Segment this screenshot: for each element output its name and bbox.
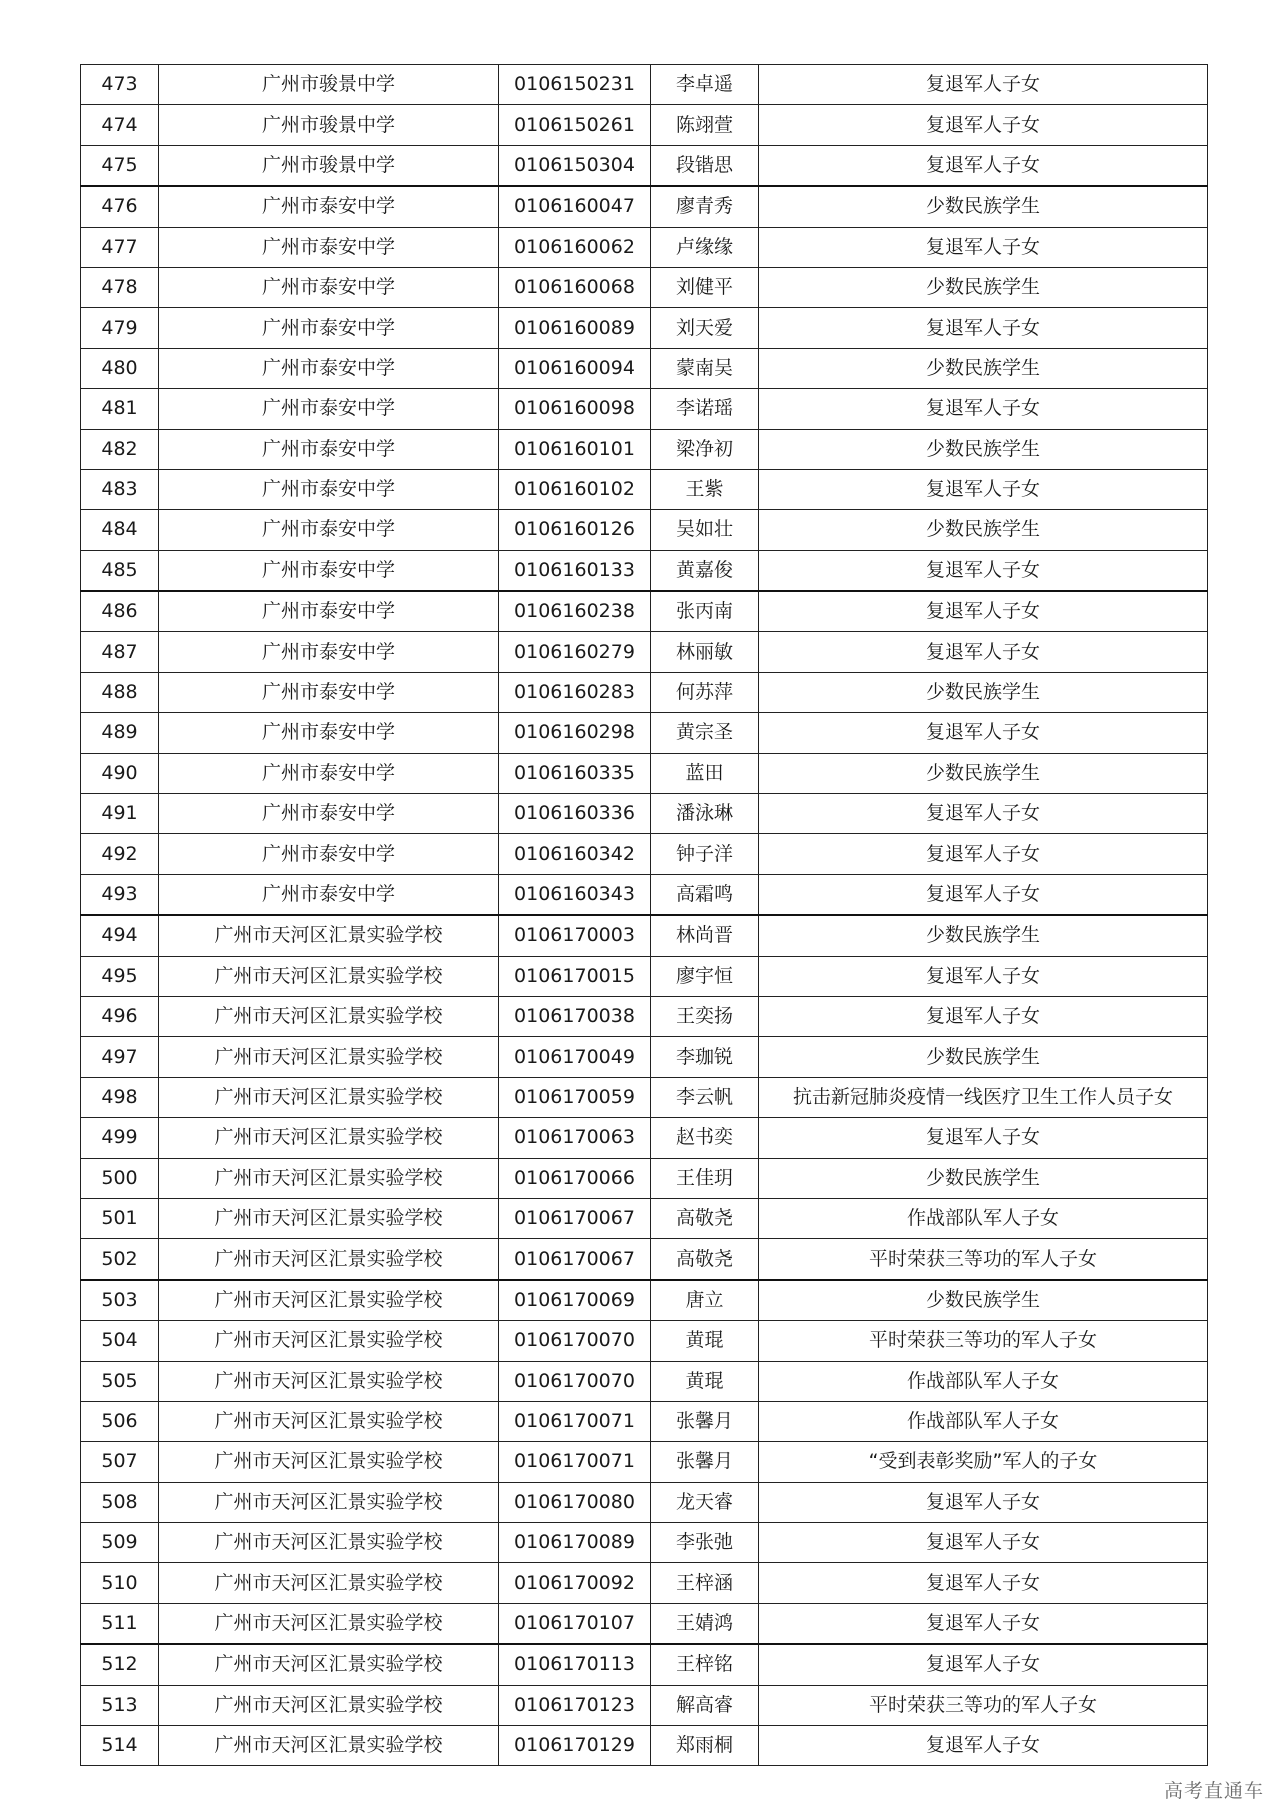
bonus-category: 复退军人子女 <box>759 1603 1208 1644</box>
table-row <box>81 591 1208 632</box>
school-name: 广州市天河区汇景实验学校 <box>159 915 499 956</box>
student-name: 段锴思 <box>651 145 759 186</box>
exam-number: 0106170069 <box>499 1280 651 1321</box>
row-index: 510 <box>81 1563 159 1603</box>
table-row <box>81 550 1208 591</box>
student-name: 李云帆 <box>651 1077 759 1117</box>
exam-number: 0106170003 <box>499 915 651 956</box>
exam-number: 0106170089 <box>499 1523 651 1563</box>
row-index: 507 <box>81 1442 159 1482</box>
exam-number: 0106170015 <box>499 956 651 996</box>
row-index: 498 <box>81 1077 159 1117</box>
student-name: 黄琨 <box>651 1361 759 1401</box>
school-name: 广州市天河区汇景实验学校 <box>159 1482 499 1522</box>
exam-number: 0106160298 <box>499 713 651 753</box>
student-name: 高敬尧 <box>651 1239 759 1280</box>
roster-body <box>81 65 1208 1766</box>
row-index: 503 <box>81 1280 159 1321</box>
bonus-category: 复退军人子女 <box>759 1563 1208 1603</box>
student-name: 王紫 <box>651 469 759 509</box>
exam-number: 0106170070 <box>499 1321 651 1361</box>
bonus-category: 复退军人子女 <box>759 632 1208 672</box>
row-index: 476 <box>81 186 159 227</box>
student-name: 李珈锐 <box>651 1037 759 1077</box>
table-row <box>81 1603 1208 1644</box>
row-index: 487 <box>81 632 159 672</box>
table-row <box>81 1361 1208 1401</box>
row-index: 504 <box>81 1321 159 1361</box>
table-row <box>81 1118 1208 1158</box>
school-name: 广州市骏景中学 <box>159 65 499 105</box>
student-name: 廖青秀 <box>651 186 759 227</box>
student-name: 林丽敏 <box>651 632 759 672</box>
school-name: 广州市泰安中学 <box>159 753 499 793</box>
bonus-category: 复退军人子女 <box>759 550 1208 591</box>
bonus-category: 少数民族学生 <box>759 267 1208 307</box>
student-name: 张馨月 <box>651 1442 759 1482</box>
bonus-category: 复退军人子女 <box>759 956 1208 996</box>
student-name: 卢缘缘 <box>651 227 759 267</box>
school-name: 广州市泰安中学 <box>159 834 499 874</box>
school-name: 广州市天河区汇景实验学校 <box>159 996 499 1036</box>
exam-number: 0106150231 <box>499 65 651 105</box>
table-row <box>81 1726 1208 1766</box>
student-name: 刘健平 <box>651 267 759 307</box>
school-name: 广州市天河区汇景实验学校 <box>159 1563 499 1603</box>
row-index: 484 <box>81 510 159 550</box>
bonus-category: 复退军人子女 <box>759 389 1208 429</box>
bonus-category: 少数民族学生 <box>759 429 1208 469</box>
table-row <box>81 632 1208 672</box>
student-name: 梁净初 <box>651 429 759 469</box>
student-name: 吴如壮 <box>651 510 759 550</box>
student-name: 蓝田 <box>651 753 759 793</box>
student-name: 何苏萍 <box>651 672 759 712</box>
table-row <box>81 834 1208 874</box>
exam-number: 0106160062 <box>499 227 651 267</box>
table-row <box>81 389 1208 429</box>
school-name: 广州市骏景中学 <box>159 105 499 145</box>
table-row <box>81 956 1208 996</box>
school-name: 广州市天河区汇景实验学校 <box>159 1239 499 1280</box>
student-name: 龙天睿 <box>651 1482 759 1522</box>
school-name: 广州市泰安中学 <box>159 550 499 591</box>
table-row <box>81 1442 1208 1482</box>
exam-number: 0106160068 <box>499 267 651 307</box>
exam-number: 0106170038 <box>499 996 651 1036</box>
bonus-category: 复退军人子女 <box>759 1726 1208 1766</box>
student-name: 黄琨 <box>651 1321 759 1361</box>
student-name: 王梓铭 <box>651 1644 759 1685</box>
row-index: 473 <box>81 65 159 105</box>
bonus-category: 少数民族学生 <box>759 1280 1208 1321</box>
school-name: 广州市天河区汇景实验学校 <box>159 1361 499 1401</box>
school-name: 广州市天河区汇景实验学校 <box>159 1401 499 1441</box>
bonus-category: 平时荣获三等功的军人子女 <box>759 1239 1208 1280</box>
table-row <box>81 1563 1208 1603</box>
school-name: 广州市泰安中学 <box>159 469 499 509</box>
exam-number: 0106170071 <box>499 1442 651 1482</box>
bonus-category: 少数民族学生 <box>759 510 1208 550</box>
table-row <box>81 267 1208 307</box>
table-row <box>81 227 1208 267</box>
school-name: 广州市天河区汇景实验学校 <box>159 1685 499 1725</box>
table-row <box>81 348 1208 388</box>
student-name: 林尚晋 <box>651 915 759 956</box>
school-name: 广州市泰安中学 <box>159 267 499 307</box>
row-index: 485 <box>81 550 159 591</box>
exam-number: 0106170070 <box>499 1361 651 1401</box>
row-index: 502 <box>81 1239 159 1280</box>
bonus-category: 少数民族学生 <box>759 672 1208 712</box>
table-row <box>81 915 1208 956</box>
bonus-category: 平时荣获三等功的军人子女 <box>759 1685 1208 1725</box>
row-index: 499 <box>81 1118 159 1158</box>
school-name: 广州市泰安中学 <box>159 308 499 348</box>
table-row <box>81 713 1208 753</box>
bonus-category: 复退军人子女 <box>759 1118 1208 1158</box>
table-row <box>81 672 1208 712</box>
table-row <box>81 429 1208 469</box>
row-index: 489 <box>81 713 159 753</box>
student-name: 王婧鸿 <box>651 1603 759 1644</box>
table-row <box>81 1280 1208 1321</box>
row-index: 501 <box>81 1198 159 1238</box>
student-name: 李诺瑶 <box>651 389 759 429</box>
table-row <box>81 1482 1208 1522</box>
student-name: 张丙南 <box>651 591 759 632</box>
bonus-category: 复退军人子女 <box>759 1482 1208 1522</box>
bonus-category: 复退军人子女 <box>759 834 1208 874</box>
row-index: 513 <box>81 1685 159 1725</box>
bonus-category: 复退军人子女 <box>759 591 1208 632</box>
school-name: 广州市泰安中学 <box>159 510 499 550</box>
row-index: 514 <box>81 1726 159 1766</box>
bonus-category: 抗击新冠肺炎疫情一线医疗卫生工作人员子女 <box>759 1077 1208 1117</box>
school-name: 广州市天河区汇景实验学校 <box>159 1118 499 1158</box>
bonus-category: 复退军人子女 <box>759 794 1208 834</box>
bonus-category: 复退军人子女 <box>759 145 1208 186</box>
row-index: 511 <box>81 1603 159 1644</box>
exam-number: 0106160098 <box>499 389 651 429</box>
student-name: 廖宇恒 <box>651 956 759 996</box>
exam-number: 0106160133 <box>499 550 651 591</box>
school-name: 广州市泰安中学 <box>159 348 499 388</box>
bonus-category: 复退军人子女 <box>759 713 1208 753</box>
exam-number: 0106160283 <box>499 672 651 712</box>
table-row <box>81 105 1208 145</box>
exam-number: 0106170113 <box>499 1644 651 1685</box>
student-name: 高敬尧 <box>651 1198 759 1238</box>
exam-number: 0106150261 <box>499 105 651 145</box>
school-name: 广州市天河区汇景实验学校 <box>159 1603 499 1644</box>
row-index: 478 <box>81 267 159 307</box>
student-name: 刘天爱 <box>651 308 759 348</box>
school-name: 广州市骏景中学 <box>159 145 499 186</box>
table-row <box>81 1321 1208 1361</box>
exam-number: 0106160279 <box>499 632 651 672</box>
bonus-category: 复退军人子女 <box>759 105 1208 145</box>
student-name: 钟子洋 <box>651 834 759 874</box>
table-row <box>81 1077 1208 1117</box>
school-name: 广州市天河区汇景实验学校 <box>159 1644 499 1685</box>
bonus-category: 少数民族学生 <box>759 1158 1208 1198</box>
row-index: 482 <box>81 429 159 469</box>
school-name: 广州市天河区汇景实验学校 <box>159 1198 499 1238</box>
bonus-category: 复退军人子女 <box>759 227 1208 267</box>
student-name: 解高睿 <box>651 1685 759 1725</box>
student-name: 王梓涵 <box>651 1563 759 1603</box>
student-name: 潘泳琳 <box>651 794 759 834</box>
table-row <box>81 65 1208 105</box>
exam-number: 0106170123 <box>499 1685 651 1725</box>
school-name: 广州市泰安中学 <box>159 591 499 632</box>
bonus-category: 作战部队军人子女 <box>759 1361 1208 1401</box>
bonus-category: 复退军人子女 <box>759 874 1208 915</box>
exam-number: 0106160335 <box>499 753 651 793</box>
student-name: 蒙南吴 <box>651 348 759 388</box>
student-name: 赵书奕 <box>651 1118 759 1158</box>
row-index: 479 <box>81 308 159 348</box>
bonus-category: 复退军人子女 <box>759 1523 1208 1563</box>
table-row <box>81 308 1208 348</box>
exam-number: 0106170066 <box>499 1158 651 1198</box>
roster-table <box>80 64 1208 1766</box>
exam-number: 0106170129 <box>499 1726 651 1766</box>
exam-number: 0106170107 <box>499 1603 651 1644</box>
row-index: 506 <box>81 1401 159 1441</box>
exam-number: 0106160089 <box>499 308 651 348</box>
watermark-text: 高考直通车 <box>1163 1780 1264 1802</box>
table-row <box>81 145 1208 186</box>
student-name: 郑雨桐 <box>651 1726 759 1766</box>
student-name: 李卓遥 <box>651 65 759 105</box>
row-index: 480 <box>81 348 159 388</box>
bonus-category: 复退军人子女 <box>759 469 1208 509</box>
row-index: 477 <box>81 227 159 267</box>
row-index: 500 <box>81 1158 159 1198</box>
school-name: 广州市天河区汇景实验学校 <box>159 1077 499 1117</box>
student-name: 黄嘉俊 <box>651 550 759 591</box>
bonus-category: 少数民族学生 <box>759 753 1208 793</box>
student-name: 王奕扬 <box>651 996 759 1036</box>
exam-number: 0106160126 <box>499 510 651 550</box>
student-name: 黄宗圣 <box>651 713 759 753</box>
exam-number: 0106160342 <box>499 834 651 874</box>
table-row <box>81 753 1208 793</box>
row-index: 475 <box>81 145 159 186</box>
student-name: 陈翊萱 <box>651 105 759 145</box>
school-name: 广州市天河区汇景实验学校 <box>159 1442 499 1482</box>
school-name: 广州市泰安中学 <box>159 794 499 834</box>
exam-number: 0106170092 <box>499 1563 651 1603</box>
row-index: 509 <box>81 1523 159 1563</box>
row-index: 492 <box>81 834 159 874</box>
exam-number: 0106170049 <box>499 1037 651 1077</box>
row-index: 474 <box>81 105 159 145</box>
bonus-category: 少数民族学生 <box>759 186 1208 227</box>
exam-number: 0106160094 <box>499 348 651 388</box>
row-index: 496 <box>81 996 159 1036</box>
student-name: 高霜鸣 <box>651 874 759 915</box>
table-row <box>81 1685 1208 1725</box>
school-name: 广州市泰安中学 <box>159 672 499 712</box>
exam-number: 0106170063 <box>499 1118 651 1158</box>
exam-number: 0106170080 <box>499 1482 651 1522</box>
row-index: 512 <box>81 1644 159 1685</box>
bonus-category: 作战部队军人子女 <box>759 1198 1208 1238</box>
row-index: 494 <box>81 915 159 956</box>
school-name: 广州市泰安中学 <box>159 429 499 469</box>
table-row <box>81 996 1208 1036</box>
school-name: 广州市天河区汇景实验学校 <box>159 1280 499 1321</box>
school-name: 广州市泰安中学 <box>159 632 499 672</box>
exam-number: 0106160238 <box>499 591 651 632</box>
table-row <box>81 186 1208 227</box>
bonus-category: 复退军人子女 <box>759 1644 1208 1685</box>
table-row <box>81 1158 1208 1198</box>
school-name: 广州市泰安中学 <box>159 227 499 267</box>
bonus-category: 少数民族学生 <box>759 1037 1208 1077</box>
school-name: 广州市泰安中学 <box>159 186 499 227</box>
row-index: 493 <box>81 874 159 915</box>
table-row <box>81 794 1208 834</box>
table-row <box>81 469 1208 509</box>
row-index: 483 <box>81 469 159 509</box>
row-index: 505 <box>81 1361 159 1401</box>
school-name: 广州市泰安中学 <box>159 874 499 915</box>
school-name: 广州市泰安中学 <box>159 713 499 753</box>
row-index: 486 <box>81 591 159 632</box>
row-index: 495 <box>81 956 159 996</box>
student-name: 张馨月 <box>651 1401 759 1441</box>
table-row <box>81 1523 1208 1563</box>
bonus-category: 复退军人子女 <box>759 65 1208 105</box>
exam-number: 0106160101 <box>499 429 651 469</box>
school-name: 广州市泰安中学 <box>159 389 499 429</box>
student-name: 唐立 <box>651 1280 759 1321</box>
table-row <box>81 1239 1208 1280</box>
school-name: 广州市天河区汇景实验学校 <box>159 1726 499 1766</box>
table-row <box>81 874 1208 915</box>
bonus-category: 复退军人子女 <box>759 996 1208 1036</box>
row-index: 497 <box>81 1037 159 1077</box>
student-name: 李张弛 <box>651 1523 759 1563</box>
exam-number: 0106170059 <box>499 1077 651 1117</box>
bonus-category: “受到表彰奖励”军人的子女 <box>759 1442 1208 1482</box>
bonus-category: 少数民族学生 <box>759 348 1208 388</box>
exam-number: 0106150304 <box>499 145 651 186</box>
student-name: 王佳玥 <box>651 1158 759 1198</box>
school-name: 广州市天河区汇景实验学校 <box>159 956 499 996</box>
school-name: 广州市天河区汇景实验学校 <box>159 1523 499 1563</box>
bonus-category: 平时荣获三等功的军人子女 <box>759 1321 1208 1361</box>
exam-number: 0106170071 <box>499 1401 651 1441</box>
exam-number: 0106160047 <box>499 186 651 227</box>
row-index: 491 <box>81 794 159 834</box>
school-name: 广州市天河区汇景实验学校 <box>159 1158 499 1198</box>
school-name: 广州市天河区汇景实验学校 <box>159 1321 499 1361</box>
bonus-category: 少数民族学生 <box>759 915 1208 956</box>
table-row <box>81 1401 1208 1441</box>
row-index: 488 <box>81 672 159 712</box>
exam-number: 0106170067 <box>499 1239 651 1280</box>
row-index: 490 <box>81 753 159 793</box>
row-index: 508 <box>81 1482 159 1522</box>
exam-number: 0106170067 <box>499 1198 651 1238</box>
exam-number: 0106160336 <box>499 794 651 834</box>
exam-number: 0106160343 <box>499 874 651 915</box>
table-row <box>81 510 1208 550</box>
document-page <box>80 64 1208 1766</box>
school-name: 广州市天河区汇景实验学校 <box>159 1037 499 1077</box>
row-index: 481 <box>81 389 159 429</box>
bonus-category: 作战部队军人子女 <box>759 1401 1208 1441</box>
bonus-category: 复退军人子女 <box>759 308 1208 348</box>
table-row <box>81 1198 1208 1238</box>
table-row <box>81 1037 1208 1077</box>
table-row <box>81 1644 1208 1685</box>
exam-number: 0106160102 <box>499 469 651 509</box>
